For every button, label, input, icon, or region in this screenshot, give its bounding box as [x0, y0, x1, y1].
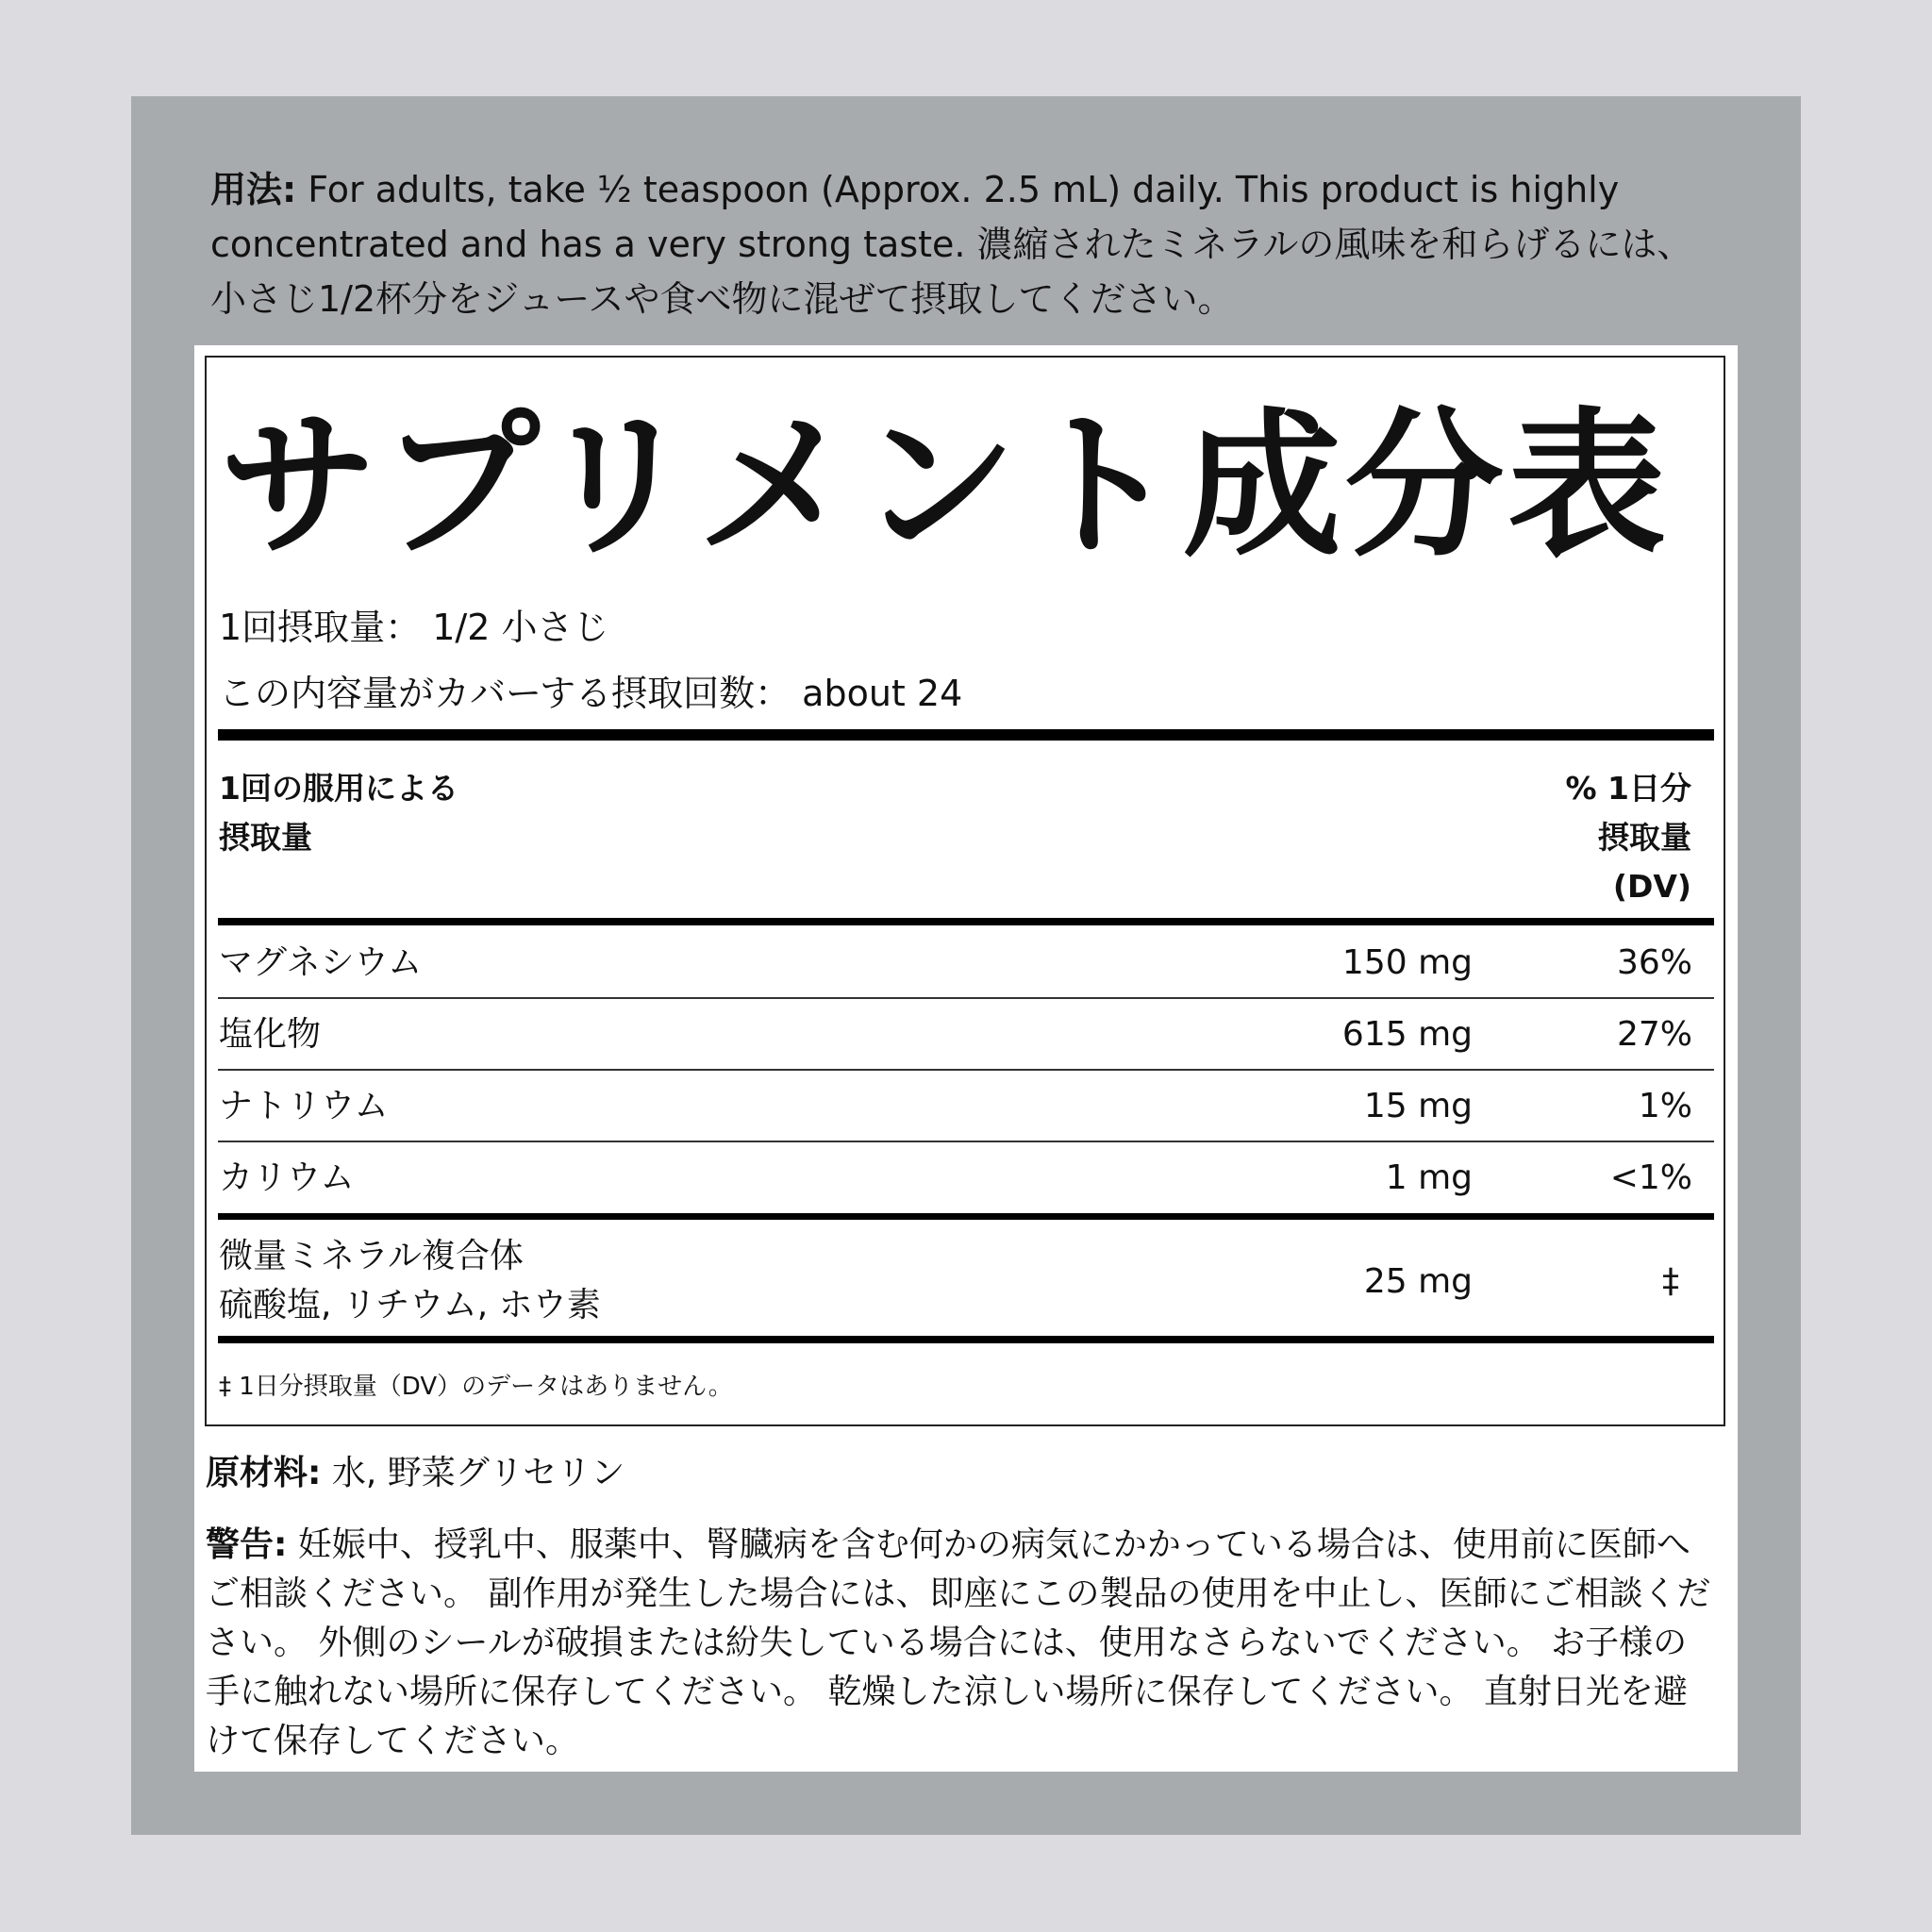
nutrient-row: [219, 1072, 1692, 1141]
row-divider: [218, 1069, 1714, 1071]
thick-divider-top: [218, 729, 1714, 741]
nutrient-name: カリウム: [219, 1158, 355, 1197]
header-right-line-1: % 1日分: [1565, 770, 1691, 807]
serving-size: 1回摂取量： 1/2 小さじ: [219, 607, 609, 648]
warnings-body: 妊娠中、授乳中、服薬中、腎臓病を含む何かの病気にかかっている場合は、使用前に医師へご相談ください。 副作用が発生した場合には、即座にこの製品の使用を中止し、医師にご相談ください。 外側のシールが破損または紛失している場合には、使用なさらないでください。 お子様の手に触れない場所に保存してください。 乾燥した涼しい場所に保存してください。 直射日光を避けて保存してください。: [206, 1525, 1711, 1760]
header-left-line-1: 1回の服用による: [219, 770, 458, 807]
nutrient-row: [219, 1000, 1692, 1070]
nutrient-amount: 150 mg: [1341, 943, 1473, 982]
header-right-line-3: (DV): [1612, 868, 1691, 905]
servings-per-container: この内容量がカバーする摂取回数： about 24: [219, 673, 963, 714]
trace-mineral-dv: ‡: [1662, 1262, 1679, 1301]
directions-body: For adults, take ½ teaspoon (Approx. 2.5 mL) daily. This product is highly concentrated and has a very strong taste. 濃縮されたミネラルの風味を和らげるには、小さじ1/2杯分をジュースや食べ物に混ぜて摂取してください。: [210, 169, 1693, 320]
ingredients-text: [206, 1449, 625, 1498]
warnings-text: [206, 1521, 1721, 1766]
thick-divider-header: [218, 918, 1714, 925]
nutrient-name: 塩化物: [219, 1015, 322, 1054]
supplement-facts-title: サプリメント成分表: [219, 393, 1670, 578]
nutrient-name: ナトリウム: [219, 1087, 389, 1125]
amount-per-serving-header: [219, 764, 458, 862]
nutrient-amount: 1 mg: [1385, 1158, 1473, 1197]
nutrient-row: [219, 928, 1692, 998]
thick-divider-middle: [218, 1213, 1714, 1220]
nutrient-dv: 27%: [1616, 1015, 1692, 1054]
ingredients-label: 原材料:: [206, 1454, 322, 1492]
nutrient-row: [219, 1143, 1692, 1213]
trace-mineral-row: [219, 1232, 1692, 1334]
nutrient-amount: 15 mg: [1363, 1087, 1473, 1125]
row-divider: [218, 997, 1714, 999]
thick-divider-bottom: [218, 1336, 1714, 1343]
header-left-line-2: 摂取量: [219, 819, 312, 856]
row-divider: [218, 1141, 1714, 1142]
trace-mineral-name: 微量ミネラル複合体: [219, 1237, 524, 1275]
warnings-label: 警告:: [206, 1525, 288, 1564]
nutrient-amount: 615 mg: [1341, 1015, 1473, 1054]
nutrient-dv: 36%: [1616, 943, 1692, 982]
daily-value-header: [1565, 764, 1691, 911]
directions-label: 用法:: [210, 169, 297, 210]
ingredients-body: 水, 野菜グリセリン: [321, 1454, 625, 1492]
dv-footnote: ‡ 1日分摂取量（DV）のデータはありません。: [219, 1373, 733, 1401]
directions-text: [210, 162, 1701, 326]
header-right-line-2: 摂取量: [1598, 819, 1691, 856]
nutrient-name: マグネシウム: [219, 943, 423, 982]
trace-mineral-subname: 硫酸塩, リチウム, ホウ素: [219, 1286, 601, 1324]
trace-mineral-amount: 25 mg: [1363, 1262, 1473, 1301]
nutrient-dv: <1%: [1609, 1158, 1692, 1197]
nutrient-dv: 1%: [1638, 1087, 1692, 1125]
